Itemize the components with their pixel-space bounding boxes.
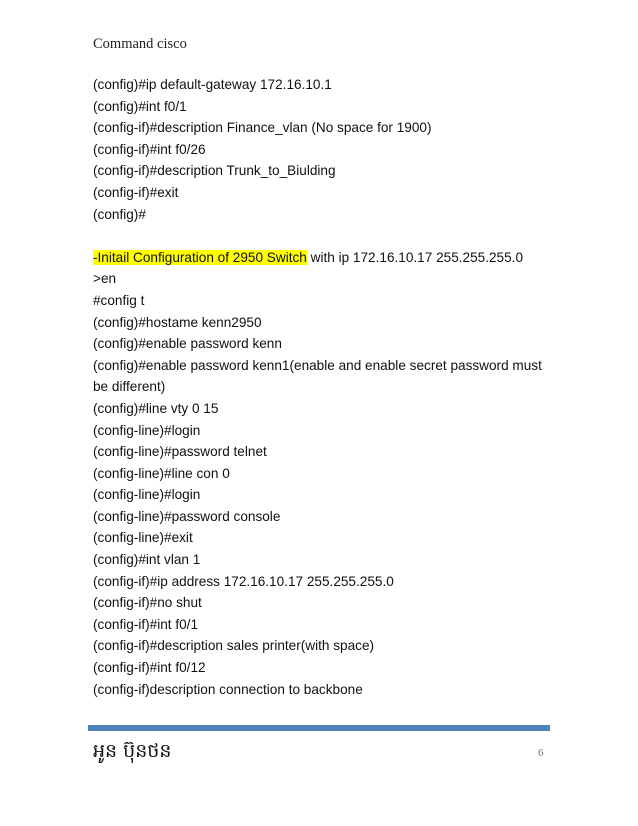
footer-divider <box>88 725 550 731</box>
command-line: (config-if)#int f0/12 <box>93 660 206 676</box>
command-line: (config-if)#ip address 172.16.10.17 255.255.255.0 <box>93 573 394 589</box>
command-line: (config-if)#int f0/1 <box>93 616 199 632</box>
command-line: (config)#line vty 0 15 <box>93 400 219 416</box>
command-line: (config)#ip default-gateway 172.16.10.1 <box>93 77 332 92</box>
command-line: (config-line)#line con 0 <box>93 465 230 481</box>
command-line: (config-if)description connection to backbone <box>93 681 363 697</box>
command-line: (config)#enable password kenn1(enable and enable secret password must be different) <box>93 357 542 395</box>
page-header-title: Command cisco <box>93 36 187 52</box>
command-line: (config-line)#login <box>93 422 201 438</box>
command-line: (config-if)#description Trunk_to_Biulding <box>93 163 336 179</box>
command-line: (config-line)#exit <box>93 530 193 546</box>
command-line: (config-if)#description sales printer(with space) <box>93 638 375 654</box>
command-line: (config)#hostame kenn2950 <box>93 314 262 330</box>
command-line: (config-line)#password console <box>93 508 281 524</box>
command-line: (config-if)#int f0/26 <box>93 141 206 157</box>
command-line: (config-line)#password telnet <box>93 444 267 460</box>
command-line: (config)# <box>93 206 146 222</box>
section-heading-highlight: -Initail Configuration of 2950 Switch <box>93 249 307 265</box>
command-line: (config-line)#login <box>93 487 201 503</box>
command-line: >en <box>93 271 117 287</box>
command-line: #config t <box>93 292 145 308</box>
section-heading <box>93 247 543 269</box>
spacer <box>93 225 543 247</box>
footer-author: អូន ប៊ុនថន <box>93 740 172 762</box>
command-line: (config)#int f0/1 <box>93 98 187 114</box>
command-list <box>93 74 543 700</box>
command-line: (config-if)#no shut <box>93 595 202 611</box>
command-line: (config)#enable password kenn <box>93 336 282 352</box>
command-line: (config)#int vlan 1 <box>93 552 201 568</box>
command-line: (config-if)#description Finance_vlan (No space for 1900) <box>93 120 432 136</box>
command-line: (config-if)#exit <box>93 184 179 200</box>
section-heading-rest: with ip 172.16.10.17 255.255.255.0 <box>306 249 524 265</box>
page-number: 6 <box>538 747 544 759</box>
